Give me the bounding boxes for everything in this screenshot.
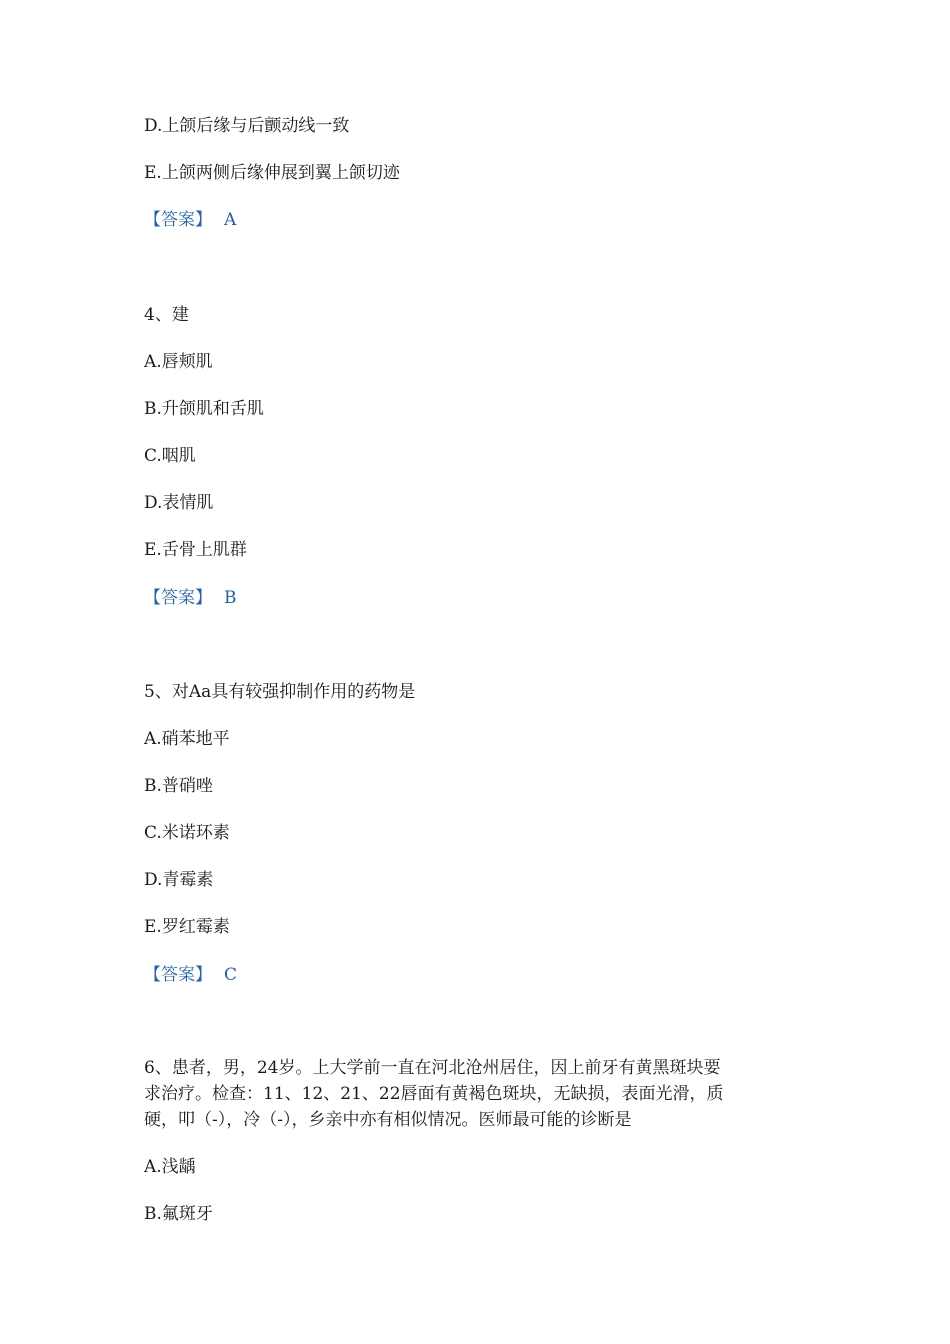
q4-option-b: B.升颌肌和舌肌 bbox=[144, 399, 264, 419]
answer-value: A bbox=[224, 210, 237, 230]
q6-option-b: B.氟斑牙 bbox=[144, 1204, 213, 1224]
q3-option-e: E.上颌两侧后缘伸展到翼上颌切迹 bbox=[144, 163, 400, 183]
answer-value: C bbox=[224, 965, 238, 985]
q4-option-e: E.舌骨上肌群 bbox=[144, 540, 247, 560]
q6-stem-line-3: 硬，叩（-），冷（-），乡亲中亦有相似情况。医师最可能的诊断是 bbox=[144, 1110, 632, 1130]
q6-option-a: A.浅龋 bbox=[144, 1157, 196, 1177]
q5-answer bbox=[144, 963, 237, 987]
q3-option-d: D.上颌后缘与后颤动线一致 bbox=[144, 116, 350, 136]
answer-label: 【答案】 bbox=[144, 588, 212, 608]
q6-stem-line-1: 6、患者，男，24岁。上大学前一直在河北沧州居住，因上前牙有黄黑斑块要 bbox=[144, 1058, 721, 1078]
q5-option-a: A.硝苯地平 bbox=[144, 729, 230, 749]
q5-option-c: C.米诺环素 bbox=[144, 823, 230, 843]
answer-label: 【答案】 bbox=[144, 210, 212, 230]
q5-stem: 5、对Aa具有较强抑制作用的药物是 bbox=[144, 682, 416, 702]
q6-stem-line-2: 求治疗。检查：11、12、21、22唇面有黄褐色斑块，无缺损，表面光滑，质 bbox=[144, 1084, 724, 1104]
q3-answer bbox=[144, 208, 236, 232]
q5-option-e: E.罗红霉素 bbox=[144, 917, 230, 937]
q4-option-a: A.唇颊肌 bbox=[144, 352, 213, 372]
q4-option-d: D.表情肌 bbox=[144, 493, 214, 513]
answer-label: 【答案】 bbox=[144, 965, 212, 985]
q4-option-c: C.咽肌 bbox=[144, 446, 196, 466]
q4-answer bbox=[144, 586, 237, 610]
q4-stem: 4、建 bbox=[144, 305, 189, 325]
q5-option-d: D.青霉素 bbox=[144, 870, 214, 890]
q5-option-b: B.普硝唑 bbox=[144, 776, 213, 796]
answer-value: B bbox=[224, 588, 237, 608]
